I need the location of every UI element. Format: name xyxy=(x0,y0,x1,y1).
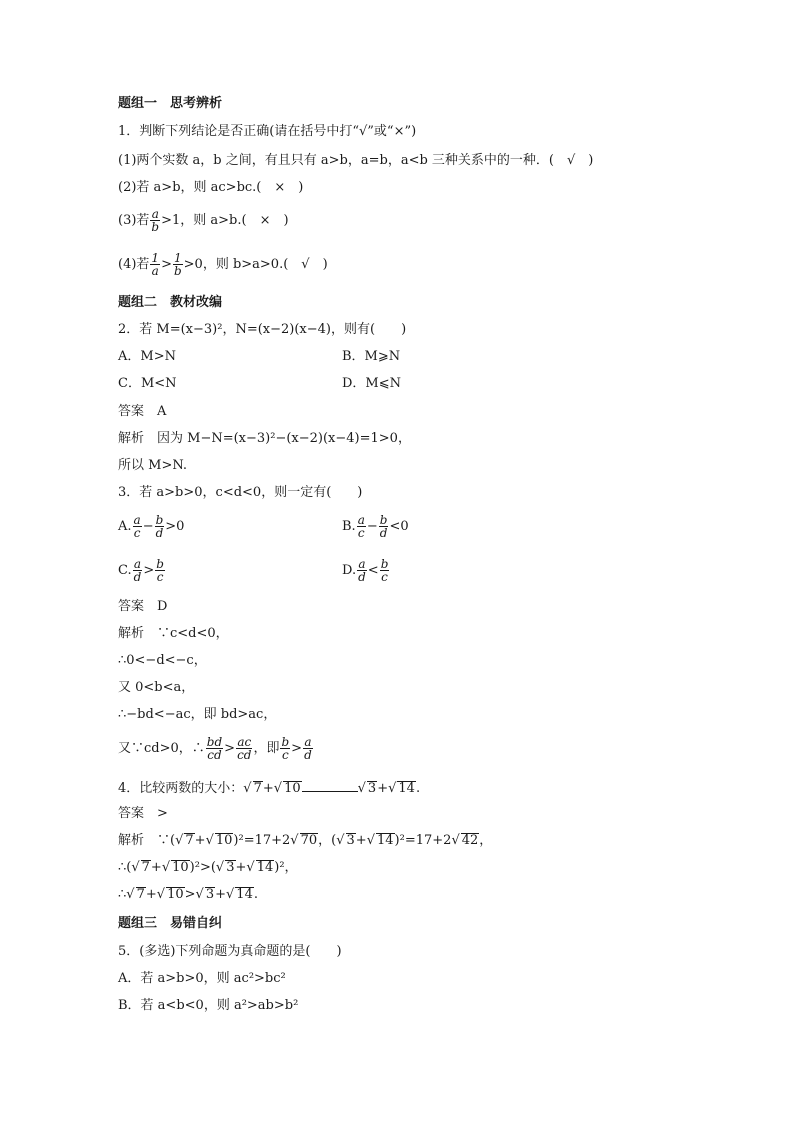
den: c xyxy=(156,570,164,584)
radicand: 14 xyxy=(236,887,253,902)
q3-option-d xyxy=(342,558,390,583)
sqrt-3: √ 3 xyxy=(357,781,377,796)
q2-option-a: A．M>N xyxy=(118,349,176,364)
sqrt-7: √ 7 xyxy=(243,781,262,796)
den: b xyxy=(151,220,160,234)
radicand: 3 xyxy=(346,833,355,848)
sqrt-14: √ 14 xyxy=(246,860,274,875)
label: C. xyxy=(118,563,132,578)
sqrt-7: √ 7 xyxy=(175,833,194,848)
plus: + xyxy=(262,781,274,796)
radicand: 14 xyxy=(256,860,274,875)
sqrt-70: √ 70 xyxy=(290,833,318,848)
end: . xyxy=(253,887,258,902)
num: a xyxy=(151,207,159,221)
q2-option-c: C．M<N xyxy=(118,376,177,391)
num: a xyxy=(304,735,312,749)
end: . xyxy=(415,781,421,796)
fraction-bd-over-cd xyxy=(206,736,223,761)
plus: + xyxy=(235,860,247,875)
group1-heading: 题组一 思考辨析 xyxy=(118,96,223,111)
q5-option-b: B．若 a<b<0，则 a²>ab>b² xyxy=(118,998,299,1013)
q2-answer: 答案 A xyxy=(118,404,167,419)
q1-item2: (2)若 a>b，则 ac>bc.( × ) xyxy=(118,180,304,195)
group2-heading: 题组二 教材改编 xyxy=(118,295,223,310)
q3-analysis-line1: 解析 ∵c<d<0， xyxy=(118,626,229,641)
q5-stem: 5．(多选)下列命题为真命题的是( ) xyxy=(118,944,342,959)
label: B. xyxy=(342,519,356,534)
pre: 4．比较两数的大小： xyxy=(118,781,244,796)
fraction-a-over-c xyxy=(133,514,142,539)
q3-analysis-line4: ∴−bd<−ac，即 bd>ac， xyxy=(118,707,277,722)
den: c xyxy=(381,570,388,584)
sqrt-42: √ 42 xyxy=(451,833,479,848)
q1-i4-pre: (4)若 xyxy=(118,257,150,272)
op: > xyxy=(184,887,196,902)
radicand: 3 xyxy=(367,781,377,796)
num: b xyxy=(155,513,164,527)
sep: ，( xyxy=(318,833,337,848)
plus: + xyxy=(194,833,206,848)
q2-analysis-line2: 所以 M>N. xyxy=(118,458,188,473)
label: D. xyxy=(342,563,357,578)
den: c xyxy=(133,526,141,540)
fraction-b-over-d xyxy=(155,514,165,539)
den: cd xyxy=(207,748,222,762)
q3-analysis-line5 xyxy=(118,736,314,761)
q1-i4-mid: > xyxy=(161,257,172,272)
end: )²， xyxy=(274,860,298,875)
den: a xyxy=(151,264,159,278)
tail: >0 xyxy=(165,519,185,534)
q3-stem: 3．若 a>b>0，c<d<0，则一定有( ) xyxy=(118,485,363,500)
q3-analysis-line3: 又 0<b<a， xyxy=(118,680,195,695)
radicand: 14 xyxy=(377,833,394,848)
radicand: 7 xyxy=(136,887,145,902)
num: b xyxy=(281,735,290,749)
radicand: 10 xyxy=(167,887,184,902)
radicand: 3 xyxy=(226,860,235,875)
q3-answer: 答案 D xyxy=(118,599,168,614)
num: b xyxy=(380,557,389,571)
radicand: 10 xyxy=(172,860,189,875)
q4-analysis-line1 xyxy=(118,833,492,849)
q3-option-b xyxy=(342,514,409,539)
tail: <0 xyxy=(389,519,409,534)
radicand: 7 xyxy=(141,860,150,875)
num: a xyxy=(133,557,142,571)
q3-analysis-line2: ∴0<−d<−c， xyxy=(118,653,207,668)
sqrt-14: √ 14 xyxy=(366,833,394,848)
q3-option-a xyxy=(118,514,184,539)
sqrt-14: √ 14 xyxy=(388,781,415,796)
pre: 解析 ∵( xyxy=(118,833,176,848)
q1-item1: (1)两个实数 a，b 之间，有且只有 a>b，a=b，a<b 三种关系中的一种．( √ ) xyxy=(118,153,594,168)
num: a xyxy=(358,557,366,571)
sqrt-7: √ 7 xyxy=(131,860,150,875)
q4-analysis-line3 xyxy=(118,887,258,903)
q5-option-a: A．若 a>b>0，则 ac²>bc² xyxy=(118,971,286,986)
fraction-a-over-d xyxy=(303,736,313,761)
plus: + xyxy=(150,860,162,875)
fraction-b-over-c xyxy=(155,558,165,583)
den: d xyxy=(155,526,164,540)
q4-answer: 答案 > xyxy=(118,806,168,821)
pre: 又∵cd>0，∴ xyxy=(118,741,205,756)
radicand: 70 xyxy=(300,833,318,848)
q3-option-c xyxy=(118,558,166,583)
q1-item4 xyxy=(118,252,328,277)
q4-analysis-line2 xyxy=(118,860,298,876)
den: d xyxy=(358,570,366,584)
fraction-b-over-c xyxy=(380,558,390,583)
sqrt-10: √ 10 xyxy=(205,833,233,848)
num: b xyxy=(156,557,164,571)
num: a xyxy=(357,513,365,527)
fraction-a-over-b xyxy=(150,208,160,233)
mid: )²=17+2 xyxy=(233,833,291,848)
sqrt-3: √ 3 xyxy=(336,833,355,848)
fraction-ac-over-cd xyxy=(236,736,252,761)
num: b xyxy=(379,513,388,527)
fraction-b-over-d xyxy=(379,514,389,539)
fraction-b-over-c xyxy=(280,736,290,761)
radicand: 7 xyxy=(253,781,262,796)
fraction-a-over-d xyxy=(133,558,143,583)
q1-stem: 1．判断下列结论是否正确(请在括号中打“√”或“×”) xyxy=(118,124,417,139)
answer-blank[interactable] xyxy=(302,779,358,792)
den: c xyxy=(357,526,365,540)
sqrt-7: √ 7 xyxy=(126,887,145,902)
num: ac xyxy=(237,735,252,749)
q1-i3-post: >1，则 a>b.( × ) xyxy=(161,213,289,228)
label: A. xyxy=(118,519,132,534)
tail: ， xyxy=(479,833,493,848)
q2-stem: 2．若 M=(x−3)²，N=(x−2)(x−4)，则有( ) xyxy=(118,322,407,337)
op: − xyxy=(142,519,154,534)
sqrt-3: √ 3 xyxy=(195,887,215,902)
op: > xyxy=(143,563,155,578)
radicand: 42 xyxy=(461,833,479,848)
q2-option-d: D．M⩽N xyxy=(342,376,402,391)
q2-analysis-line1: 解析 因为 M−N=(x−3)²−(x−2)(x−4)=1>0， xyxy=(118,431,411,446)
num: 1 xyxy=(173,251,182,265)
q1-i4-post: >0，则 b>a>0.( √ ) xyxy=(183,257,328,272)
radicand: 7 xyxy=(185,833,194,848)
sqrt-10: √ 10 xyxy=(161,860,189,875)
num: 1 xyxy=(151,251,160,265)
radicand: 14 xyxy=(398,781,415,796)
sqrt-14: √ 14 xyxy=(226,887,253,902)
den: b xyxy=(173,264,182,278)
den: c xyxy=(281,748,289,762)
sqrt-10: √ 10 xyxy=(156,887,184,902)
mid: )²>( xyxy=(189,860,216,875)
fraction-1-over-a xyxy=(150,252,160,277)
pre: ∴ xyxy=(118,887,127,902)
op: > xyxy=(291,741,303,756)
plus: + xyxy=(377,781,389,796)
plus: + xyxy=(355,833,367,848)
radicand: 10 xyxy=(215,833,233,848)
num: bd xyxy=(206,735,223,749)
sqrt-10: √ 10 xyxy=(273,781,301,796)
radicand: 10 xyxy=(284,781,301,796)
fraction-1-over-b xyxy=(173,252,183,277)
num: a xyxy=(133,513,141,527)
q2-option-b: B．M⩾N xyxy=(342,349,401,364)
den: cd xyxy=(237,748,252,762)
den: d xyxy=(379,526,388,540)
op: − xyxy=(366,519,378,534)
op: > xyxy=(224,741,236,756)
pre: ∴( xyxy=(118,860,132,875)
q1-item3 xyxy=(118,208,289,233)
q1-i3-pre: (3)若 xyxy=(118,213,150,228)
q4-stem xyxy=(118,779,420,797)
op: < xyxy=(367,563,379,578)
sqrt-3: √ 3 xyxy=(215,860,235,875)
group3-heading: 题组三 易错自纠 xyxy=(118,916,223,931)
plus: + xyxy=(145,887,157,902)
radicand: 3 xyxy=(205,887,215,902)
mid: )²=17+2 xyxy=(394,833,452,848)
plus: + xyxy=(215,887,226,902)
mid: ，即 xyxy=(253,741,280,756)
den: d xyxy=(304,748,312,762)
fraction-a-over-c xyxy=(357,514,366,539)
den: d xyxy=(133,570,142,584)
fraction-a-over-d xyxy=(357,558,367,583)
